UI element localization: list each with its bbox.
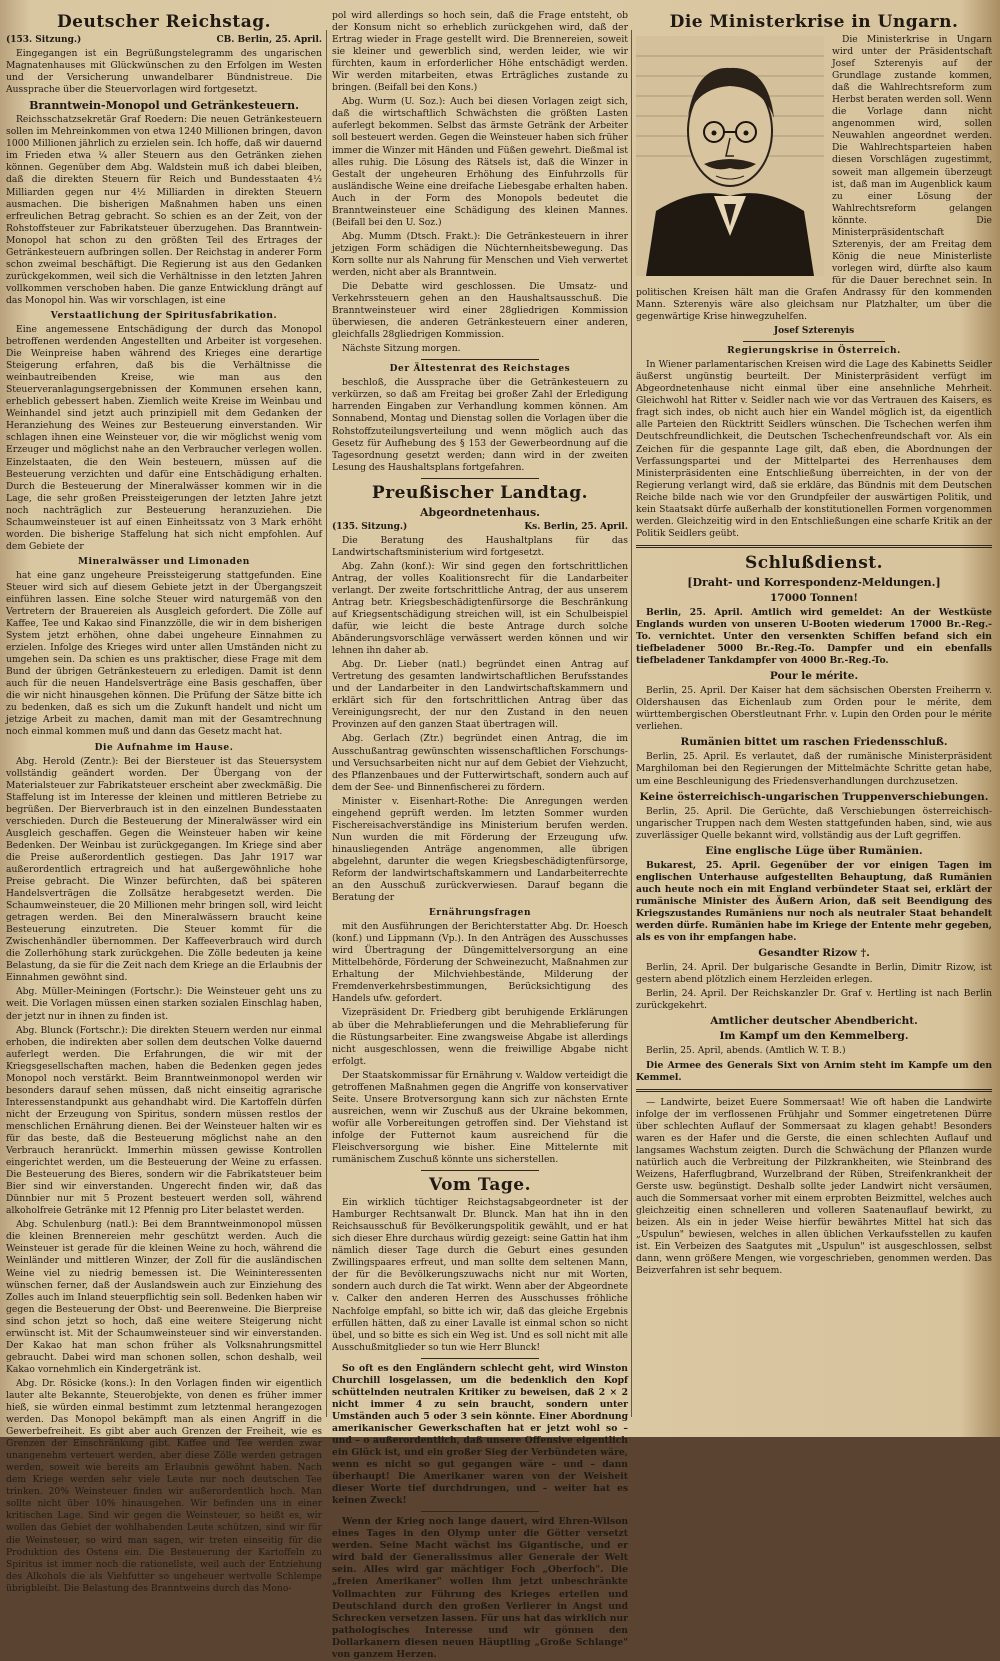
article-paragraph: Die Ministerkrise in Ungarn wird unter der Präsidentschaft Josef Szterenyis auf der Grundlage zustande kommen, daß die Wahlrechtsreform zum Herbst beraten werden soll. Wenn die Vorlage dann nicht angenommen wird, sollen Neuwahlen angeordnet werden. Die Wahlrechtsparteien haben diesen Vorschlägen zugestimmt, soweit man allgemein überzeugt ist, daß man im Augenblick kaum zu einer Lösung der Wahlrechtsreform gelangen könnte. Die Ministerpräsidentschaft Szterenyis, der am Freitag dem König die neue Ministerliste vorlegen wird, dürfte also kaum für die Dauer berechnet sein. In politischen Kreisen hält man die Grafen Andrassy für den kommenden Mann. Szterenyis wäre also gleichsam nur Platzhalter, um über die gegenwärtige Krise hinwegzuhelfen. xyxy=(636,34,992,323)
news-headline: Amtlicher deutscher Abendbericht. xyxy=(710,1015,918,1028)
article-paragraph: Minister v. Eisenhart-Rothe: Die Anregungen werden eingehend geprüft werden. Im letzten Sommer wurden Fischereisachverständige ins Ministerium berufen werden. Nun wurden die mit Förderung der Erzeugung ufw. hinausliegenden Anträge angenommen, alle übrigen abgelehnt, darunter die wegen Kriegsbeschädigtenfürsorge, Reform der landwirtschaftskammern und Landarbeiterrechte an den Ausschuß zurückverwiesen. Darauf begann die Beratung der xyxy=(332,795,628,904)
news-headline: Gesandter Rizow †. xyxy=(758,947,870,960)
separator xyxy=(743,341,885,342)
headline-landtag: Preußischer Landtag. xyxy=(371,482,589,503)
news-headline: 17000 Tonnen! xyxy=(770,591,858,604)
article-paragraph: Abg. Schulenburg (natl.): Bei dem Branntweinmonopol müssen die kleinen Brennereien mehr geschützt werden. Auch die Weinsteuer ist gerade für die kleinen Weine zu hoch, während die Weinländer und mittleren Winzer, der Zoll für die ausländischen Weine viel zu niedrig bemessen ist. Die Weininteressenten wünschen ferner, daß der Auslandswein auch zur Einziehung des Zolles auch im Inland steuerpflichtig sein soll. Bedenken haben wir gegen die Besteuerung der Obst- und Beerenweine. Die Bierpreise sind schon jetzt so hoch, daß eine weitere Steigerung nicht erwünscht ist. Mit der Schaumweinsteuer sind wir einverstanden. Der Kakao hat man schon früher als Volksnahrungsmittel gebraucht. Dabei wird man schonen sollen, schon deshalb, weil Kakao vornehmlich ein Kindergetränk ist. xyxy=(6,1219,322,1375)
column-rule-right xyxy=(631,30,632,1417)
article-paragraph: hat eine ganz ungeheure Preissteigerung stattgefunden. Eine Steuer wird sich auf diesem Gebiete jetzt in der Übergangszeit einführen lassen. Eine solche Steuer wird naturgemäß von den Vertretern der Brauereien als Ausgleich gefordert. Die Zölle auf Kaffee, Tee und Kakao sind Finanzzölle, die wir in dem bisherigen System jetzt erhöhen, ohne dabei ungeheure Einnahmen zu erzielen. Infolge des Krieges wird unter allen Umständen nicht zu umgehen sein. Da schien es uns praktischer, diese Frage mit dem Bund der übrigen Getränkesteuern zu erledigen. Damit ist denn auch für die neuen Handelsverträge eine Basis geschaffen, über die wir nicht hinausgehen können. Die Prüfung der Sätze bitte ich zu bedenken, daß es sich um die Zukunft handelt und nicht um jetzige Arbeit zu machen, damit man mit der Gesamtrechnung noch einmal kommen muß und dann das Gesetz macht hat. xyxy=(6,569,322,738)
article-paragraph: beschloß, die Aussprache über die Getränkesteuern zu verkürzen, so daß am Freitag bei großer Zahl der Erledigung harrenden Eingaben zur Verhandlung kommen können. Am Sonnabend, Montag und Dienstag sollen die Vorlagen über die Rohstoffzuteilungsverteilung und wenn möglich auch das Gesetz für Aufhebung des § 153 der Gewerbeordnung auf die Tagesordnung gesetzt werden; dann wird in der zweiten Lesung des Haushaltsplans fortgefahren. xyxy=(332,377,628,473)
section-heading: Abgeordnetenhaus. xyxy=(420,505,540,519)
headline-ministerkrise: Die Ministerkrise in Ungarn. xyxy=(669,12,959,32)
news-headline: Im Kampf um den Kemmelberg. xyxy=(719,1030,909,1043)
article-paragraph: Berlin, 25. April. Der Kaiser hat dem sächsischen Obersten Freiherrn v. Oldershausen das Eichenlaub zum Orden pour le mérite, dem württembergischen Oberstleutnant Frhr. v. Lupin den Orden pour le mérite verliehen. xyxy=(636,685,992,733)
column-right xyxy=(636,10,992,1427)
article-paragraph: Die Beratung des Haushaltplans für das Landwirtschaftsministerium wird fortgesetzt. xyxy=(332,534,628,558)
article-paragraph: Berlin, 25. April. Amtlich wird gemeldet: An der Westküste Englands wurden von unseren U-Booten wiederum 17000 Br.-Reg.-To. vernichtet. Unter den versenkten Schiffen befand sich ein tiefbeladener 5000 Br.-Reg.-To. Dampfer und ein ebenfalls tiefbeladener Tankdampfer von 4000 Br.-Reg.-To. xyxy=(636,606,992,667)
subheading: Die Aufnahme im Hause. xyxy=(94,742,234,753)
session-line xyxy=(6,34,322,46)
article-paragraph: Berlin, 25. April. Die Gerüchte, daß Verschiebungen österreichisch-ungarischer Truppen nach dem Westen stattgefunden haben, sind, wie aus zuverlässiger Quelle bekannt wird, vollständig aus der Luft gegriffen. xyxy=(636,805,992,841)
separator xyxy=(421,1358,539,1359)
article-paragraph: Eingegangen ist ein Begrüßungstelegramm des ungarischen Magnatenhauses mit Glückwünschen zu den Erfolgen im Westen und der Versicherung unwandelbarer Bündnistreue. Die Aussprache über die Steuervorlagen wird fortgesetzt. xyxy=(6,48,322,96)
article-paragraph: Die Armee des Generals Sixt von Arnim steht im Kampfe um den Kemmel. xyxy=(636,1059,992,1083)
article-paragraph: Berlin, 24. April. Der Reichskanzler Dr. Graf v. Hertling ist nach Berlin zurückgekehrt. xyxy=(636,988,992,1012)
article-paragraph: Berlin, 25. April. Es verlautet, daß der rumänische Ministerpräsident Marghiloman bei den Regierungen der Mittelmächte Schritte getan habe, um eine Beschleunigung des Friedensverhandlungen durchzusetzen. xyxy=(636,751,992,787)
separator xyxy=(421,1511,539,1512)
article-paragraph: Berlin, 24. April. Der bulgarische Gesandte in Berlin, Dimitr Rizow, ist gestern abend plötzlich einem Herzleiden erlegen. xyxy=(636,962,992,986)
article-paragraph: — Landwirte, beizet Euere Sommersaat! Wie oft haben die Landwirte infolge der im verflossenen Frühjahr und Sommer eingetretenen Dürre über schlechten Auflauf der Sommersaat zu klagen gehabt! Besonders waren es der Hafer und die Gerste, die einen schlechten Auflauf und langsames Wachstum zeigten. Durch die Schwächung der Pflanzen wurde natürlich auch die Verbreitung der Pilzkrankheiten, wie Steinbrand des Weizens, Haferflugbrand, Wurzelbrand der Rüben, Streifenkrankheit der Gerste usw. begünstigt. Deshalb sollte jeder Landwirt nicht versäumen, auch die Sommersaat vorher mit einem erprobten Beizmittel, welches auch gleichzeitig einen schnelleren und volleren Saatenauflauf bewirkt, zu beizen. Als ein in jeder Weise hierfür bewährtes Mittel hat sich das „Uspulun" bewiesen, welches in allen üblichen Verkaufsstellen zu kaufen ist. Ein Verbeizen des Saatgutes mit „Uspulun" ist ausgeschlossen, selbst dann, wenn größere Mengen, wie vorgeschrieben, genommen werden. Das Beizverfahren ist sehr bequem. xyxy=(636,1096,992,1277)
news-headline: Pour le mérite. xyxy=(769,670,859,683)
article-paragraph: Eine angemessene Entschädigung der durch das Monopol betroffenen werdenden Angestellten und Arbeiter ist vorgesehen. Die Weinpreise haben während des Krieges eine derartige Steigerung erfahren, daß bis die Verhältnisse die weinbautreibenden Kreise, wie man aus den Steuerveranlagungsergebnissen der Kommunen ersehen kann, erheblich gebessert haben. Ziemlich weite Kreise im Weinbau und Weinhandel sind jetzt auch prinzipiell mit dem Gedanken der Heranziehung des Weines zur Besteuerung einverstanden. Wir schlagen ihnen eine Weinsteuer vor, die wir möglichst wenig vom Erzeuger und möglichst nahe an den Verbraucher verlegen wollen. Einzelstaaten, die den Wein besteuern, müssen auf die Besteuerung verzichten und dafür eine Entschädigung erhalten. Durch die Besteuerung der Mineralwässer kommen wir in die Lage, die sehr großen Preissteigerungen der letzten Jahre jetzt noch nachträglich zur Besteuerung heranzuziehen. Die Schaumweinsteuer ist auf einen Einheitssatz von 3 Mark erhöht worden. Die bisherige Staffelung hat sich nicht empfohlen. Auf dem Gebiete der xyxy=(6,323,322,552)
subheading: Ernährungsfragen xyxy=(428,908,532,919)
headline-vom-tage: Vom Tage. xyxy=(428,1175,532,1196)
section-heading: Branntwein-Monopol und Getränkesteuern. xyxy=(29,99,299,113)
session-line xyxy=(332,521,628,533)
portrait-svg xyxy=(636,36,824,276)
article-paragraph: Ein wirklich tüchtiger Reichstagsabgeordneter ist der Hamburger Rechtsanwalt Dr. Blunck. Man hat ihn in den Reichsausschuß für Bevölkerungspolitik gewählt, und er hat sich dieser Ehre durchaus würdig gezeigt: seine Gattin hat ihm nämlich dieser Tage durch die Geburt eines gesunden Zwillingspaares erfreut, und man sollte dem seltenen Mann, der für die Bevölkerungszuwachs nicht nur mit Worten, sondern auch durch die Tat wirkt. Wenn aber der Abgeordnete v. Calker den anderen Herren des Ausschusses fröhliche Nachfolge empfahl, so bitte ich wir, daß das gleiche Ergebnis erfüllen hätten, daß zu einer Lavalle ist einmal schon so nicht übel, und so bitte es sich ein Weg ist. Und es soll nicht mit alle Ausschußmitglieder so tun wie Herr Blunck! xyxy=(332,1197,628,1353)
subheading: Regierungskrise in Österreich. xyxy=(727,346,901,357)
separator xyxy=(421,359,539,360)
article-paragraph: In Wiener parlamentarischen Kreisen wird die Lage des Kabinetts Seidler äußerst ungünstig beurteilt. Der Ministerpräsident verfügt im Abgeordnetenhause nicht einmal über eine ansehnliche Mehrheit. Gleichwohl hat Ritter v. Seidler nach wie vor das Vertrauen des Kaisers, es fragt sich indes, ob nicht auch hier ein Wandel möglich ist, da eigentlich alle Parteien den Rücktritt Seidlers wünschen. Die Tschechen werfen ihm Deutschfreundlichkeit, die Deutschen Tschechenfreundschaft vor. Als ein Zeichen für die gespannte Lage gilt, daß eben, die Abordnungen der Verfassungspartei und der Mittelpartei des Herrenhauses dem Ministerpräsidenten eine Entschließung überreichten, in der von der Regierung verlangt wird, daß sie erkläre, das Bündnis mit dem Deutschen Reiche bilde nach wie vor den Grundpfeiler der auswärtigen Politik, und kein Staatsakt dürfe außerhalb der konstitutionellen Formen vorgenommen werden. Gleichzeitig wird in den Entschließungen eine scharfe Kritik an der Politik Seidlers geübt. xyxy=(636,359,992,539)
portrait-caption: Josef Szterenyis xyxy=(773,326,855,337)
article-paragraph: Vizepräsident Dr. Friedberg gibt beruhigende Erklärungen ab über die Mehrablieferungen und die Mehrablieferung für die Rüstungsarbeiter. Eine zwangsweise Abgabe ist allerdings nicht ausgeschlossen, wenn die freiwillige Abgabe nicht erfolgt. xyxy=(332,1007,628,1067)
article-paragraph: mit den Ausführungen der Berichterstatter Abg. Dr. Hoesch (konf.) und Lippmann (Vp.). In den Anträgen des Ausschusses wird Übertragung der Düngemittelversorgung an eine Mittelbehörde, Förderung der Schweinezucht, Maßnahmen zur Erhaltung der Milchviehbestände, Milderung der Fremdenverkehrsbestimmungen, Berücksichtigung des Handels ufw. gefordert. xyxy=(332,921,628,1005)
article-paragraph: Reichsschatzsekretär Graf Roedern: Die neuen Getränkesteuern sollen im Mehreinkommen von etwa 1240 Millionen bringen, davon 1000 Millionen jährlich zu erzielen sein. Ich hoffe, daß wir dauernd im Frieden etwa ¼ aller Steuern aus den Getränken ziehen können. Gegenüber dem Abg. Waldstein muß ich dabei bleiben, daß die direkten Steuern für Reich und Bundesstaaten 4½ Milliarden gegen nur 4½ Milliarden in direkten Steuern ausmachen. Die bisherigen Maßnahmen haben uns einen erfreulichen Betrag gebracht. So schien es an der Zeit, von der Rohstoffsteuer zur Fabrikatsteuer überzugehen. Das Branntwein-Monopol hat schon zu den größten Teil des Ertrages der Getränkesteuern aufbringen sollen. Der Reichstag in anderer Form schon zweimal beschäftigt. Die Regierung ist aus den Gedanken zurückgekommen, weil sich die Verhältnisse in den letzten Jahren vollkommen verschoben haben. Die ganze Entwicklung drängt auf das Monopol hin. Was wir vorschlagen, ist eine xyxy=(6,114,322,306)
subheading: Der Ältestenrat des Reichstages xyxy=(389,364,571,375)
column-rule-left xyxy=(326,30,327,1417)
article-paragraph: Bukarest, 25. April. Gegenüber der vor einigen Tagen im englischen Unterhause aufgestellten Behauptung, daß Rumänien auch heute noch ein mit England verbündeter Staat sei, erklärt der rumänische Minister des Äußern Arion, daß seit Beendigung des Kriegszustandes Rumäniens nur noch als neutraler Staat behandelt werden dürfe. Rumänien habe im Kriege der Entente mehr gegeben, als es von ihr empfangen habe. xyxy=(636,859,992,944)
column-reichstag xyxy=(6,10,322,1594)
column-middle xyxy=(332,10,628,1660)
separator xyxy=(421,478,539,479)
article-paragraph: Abg. Gerlach (Ztr.) begründet einen Antrag, die im Ausschußantrag gewünschten wissenschaftlichen Forschungs- und Versuchsarbeiten nicht nur auf dem Gebiet der Viehzucht, des Pflanzenbaues und der Futterwirtschaft, sondern auch auf dem der See- und Binnenfischerei zu fördern. xyxy=(332,733,628,793)
section-heading: [Draht- und Korrespondenz-Meldungen.] xyxy=(687,575,941,589)
article-paragraph: Wenn der Krieg noch lange dauert, wird Ehren-Wilson eines Tages in den Olymp unter die Götter versetzt werden. Seine Macht wächst ins Gigantische, und er wird bald der Generalissimus aller Generale der Welt sein. Alles wird gar mächtiger Foch „Oberfoch". Die „freien Amerikaner" wollen ihm jetzt unbeschränkte Vollmachten zur Führung des Krieges erteilen und Deutschland durch den großen Verlierer in Angst und Schrecken versetzen lassen. Für uns hat das wirklich nur pathologisches Interesse und wir gönnen den Dollarkanern diesen neuen Häuptling „Große Schlange" von ganzem Herzen. xyxy=(332,1516,628,1660)
article-paragraph: So oft es den Engländern schlecht geht, wird Winston Churchill losgelassen, um die bedenklich den Kopf schüttelnden neutralen Kritiker zu beweisen, daß 2 × 2 nicht immer 4 zu sein braucht, sondern unter Umständen auch 5 oder 3 sein könnte. Einer Abordnung amerikanischer Gewerkschaften hat er jetzt wohl so – und – o außerordentlich, daß unsere Offensive eigentlich ein Glück ist, und ein großer Sieg der Verbündeten wäre, wenn es nicht so gut gegangen wäre – und – dann überhaupt! Die Amerikaner waren von der Weisheit dieser Worte tief durchdrungen, und – weiter hat es keinen Zweck! xyxy=(332,1362,628,1507)
portrait-illustration xyxy=(636,36,824,276)
double-separator xyxy=(636,545,992,548)
session-number: (153. Sitzung.) xyxy=(6,35,82,45)
news-headline: Keine österreichisch-ungarischen Truppenverschiebungen. xyxy=(639,790,989,803)
next-session: Nächste Sitzung morgen. xyxy=(342,343,461,355)
headline-reichstag: Deutscher Reichstag. xyxy=(56,12,272,32)
article-paragraph: Der Staatskommissar für Ernährung v. Waldow verteidigt die getroffenen Maßnahmen gegen die Angriffe von konservativer Seite. Unsere Brotversorgung kann sich zur nächsten Ernte ausreichen, wenn wir Zuschuß aus der Ukraine bekommen, wofür alle Vorbereitungen getroffen sind. Der Viehstand ist infolge der Futternot kaum ausreichend für die Fleischversorgung wie bisher. Eine Mittelernte mit rumänischem Zuschuß könnte uns sicherstellen. xyxy=(332,1069,628,1166)
article-paragraph: Abg. Dr. Lieber (natl.) begründet einen Antrag auf Vertretung des gesamten landwirtschaftlichen Berufsstandes und der Landarbeiter in den Landwirtschaftskammern und erklärt sich für den fortschrittlichen Antrag über das Vereinigungsrecht, der nur den Zustand in den neuen Provinzen auf den ganzen Staat übertragen will. xyxy=(332,659,628,731)
separator xyxy=(421,1170,539,1171)
article-paragraph: Abg. Wurm (U. Soz.): Auch bei diesen Vorlagen zeigt sich, daß die wirtschaftlich Schwächsten die größten Lasten auferlegt bekommen. Selbst das ärmste Getränk der Arbeiter soll besteuert werden. Gegen die Weinsteuer haben sich früher immer die Winzer mit Händen und Füßen gewehrt. Dießmal ist alles ruhig. Die Lösung des Rätsels ist, daß die Winzer in Gestalt der ungeheuren Erhöhung des Einfuhrzolls für ausländische Weine eine dreifache Liebesgabe erhalten haben. Auch in der Form des Monopols bedeutet die Branntweinsteuer eine Schädigung des kleinen Mannes. (Beifall bei den U. Soz.) xyxy=(332,96,628,228)
article-paragraph: Abg. Dr. Rösicke (kons.): In den Vorlagen finden wir eigentlich lauter alte Bekannte, Steuerobjekte, von denen es früher immer hieß, sie würden einmal bestimmt zum letztenmal herangezogen werden. Das Monopol bekämpft man als einen Angriff in die Gewerbefreiheit. Es gibt aber auch Grenzen der Freiheit, wie es Grenzen der Einschränkung gibt. Kaffee und Tee werden zwar unangenehm verteuert werden, aber diese Zölle werden getragen werden, soweit wie bereits am Erlaubnis gewöhnt haben. Nach dem Kriege werden sehr viele Leute nur noch deutschen Tee trinken. 20% Weinsteuer finden wir außerordentlich hoch. Man sollte nicht über 10% hinausgehen. Wir befinden uns in einer kritischen Lage. Sind wir gegen die Weinsteuer, so heißt es, wir wollen das Gebiet der wohlhabenden Leute schützen, sind wir für die Weinsteuer, so wird man sagen, wir treten einseitig für die Produktion des Ostens ein. Die Besteuerung der Kartoffeln zu Spiritus ist immer noch die rationellste, weil auch der Entziehung des Alkohols die als Viehfutter so ungeheuer wertvolle Schlempe übrigbleibt. Die Belastung des Branntweins durch das Mono- xyxy=(6,1377,322,1594)
headline-schlussdienst: Schlußdienst. xyxy=(744,552,884,573)
article-paragraph: Abg. Zahn (konf.): Wir sind gegen den fortschrittlichen Antrag, der volles Koalitionsrecht für die Landarbeiter verlangt. Der zweite fortschrittliche Antrag, der aus unserem Antrag betr. Kriegsbeschädigtenfürsorge die Beschränkung auf Kriegsentschädigung streichen will, ist ein Schulbeispiel dafür, wie leicht die beste Antrage durch solche Abänderungsvorschläge verwässert werden können und wir lehnen ihn daher ab. xyxy=(332,560,628,657)
article-paragraph: Berlin, 25. April, abends. (Amtlich W. T. B.) xyxy=(646,1045,846,1057)
subheading: Verstaatlichung der Spiritusfabrikation. xyxy=(50,310,278,321)
article-paragraph: Abg. Herold (Zentr.): Bei der Biersteuer ist das Steuersystem vollständig geändert worden. Der Übergang von der Materialsteuer zur Fabrikatsteuer erscheint aber zweckmäßig. Die Staffelung ist im Interesse der kleinen und mittleren Betriebe zu begrüßen. Der Bierverbrauch ist in den einzelnen Bundesstaaten verschieden. Durch die Besteuerung der Mineralwässer wird ein Ausgleich geschaffen. Gegen die Weinsteuer haben wir keine Bedenken. Der Weinbau ist zurückgegangen. Im Kriege sind aber die Preise außerordentlich gestiegen. Das Jahr 1917 war außerordentlich ertragreich und hat außergewöhnliche hohe Preise gebracht. Die Winzer befürchten, daß bei späteren Handelsverträgen die Zollsätze herabgesetzt werden. Die Schaumweinsteuer, die 20 Millionen mehr bringen soll, wird leicht getragen werden. Bei den Mineralwässern braucht keine Besteuerung einzutreten. Die Steuer kommt für die Zwischenhändler übernommen. Der Kaffeeverbrauch wird durch die Zollerhöhung stark zurückgehen. Die Zölle bedeuten ja keine Belastung, da sie für die Zeit nach dem Kriege an die Erlaubnis der Einnahmen gewöhnt sind. xyxy=(6,755,322,984)
session-number: (135. Sitzung.) xyxy=(332,521,408,532)
article-paragraph: pol wird allerdings so hoch sein, daß die Frage entsteht, ob der Konsum nicht so erheblich zurückgehen wird, daß der Ertrag wieder in Frage gestellt wird. Die Brennereien, soweit sie kleiner und gewerblich sind, werden leider, wie wir fürchten, kaum in erforderlicher Höhe entschädigt werden. Wir werden mitarbeiten, etwas Erträgliches zustande zu bringen. (Beifall bei den Kons.) xyxy=(332,10,628,94)
article-paragraph: Die Debatte wird geschlossen. Die Umsatz- und Verkehrssteuern gehen an den Haushaltsausschuß. Die Branntweinsteuer wird einer 28gliedrigen Kommission überwiesen, die anderen Getränkesteuern einer anderen, gleichfalls 28gliedrigen Kommission. xyxy=(332,281,628,341)
article-paragraph: Abg. Mumm (Dtsch. Frakt.): Die Getränkesteuern in ihrer jetzigen Form schädigen die Nüchternheitsbewegung. Das Korn sollte nur als Nahrung für Menschen und Vieh verwertet werden, nicht aber als Branntwein. xyxy=(332,230,628,278)
dateline: Ks. Berlin, 25. April. xyxy=(524,521,628,532)
double-separator xyxy=(636,1089,992,1092)
dateline: CB. Berlin, 25. April. xyxy=(216,35,322,45)
subheading: Mineralwässer und Limonaden xyxy=(78,556,250,567)
news-headline: Eine englische Lüge über Rumänien. xyxy=(705,844,923,857)
article-paragraph: Abg. Müller-Meiningen (Fortschr.): Die Weinsteuer geht uns zu weit. Die Vorlagen müssen einen starken sozialen Einschlag haben, der jetzt nur in ihnen zu finden ist. xyxy=(6,986,322,1022)
news-headline: Rumänien bittet um raschen Friedensschluß. xyxy=(680,736,948,749)
article-paragraph: Abg. Blunck (Fortschr.): Die direkten Steuern werden nur einmal erhoben, die indirekten aber sollen dem deutschen Volke dauernd auferlegt werden. Die Erfahrungen, die wir mit der Kriegsgesellschaften machen, haben die Bedenken gegen jedes Monopol noch verstärkt. Beim Branntweinmonopol werden wir besonders darauf sehen müssen, daß nicht einseitig agrarische Interessenstandpunkt aus gehandhabt wird. Die Kartoffeln dürfen nicht der Erzeugung von Spiritus, sondern müssen restlos der menschlichen Ernährung dienen. Bei der Weinsteuer halten wir es für das beste, daß die Besteuerung möglichst nahe an den Verbrauch heranrückt. Immerhin müssen gewisse Kontrollen eingerichtet werden, um die Besteuerung der Weine zu erfassen. Die Besteuerung des Bieres, sondern wir die Fabrikatsteuer beim Bier sind wir einverstanden. Ungerecht finden wir, daß das Dünnbier nur mit 5 Prozent besteuert werden soll, während alkoholfreie Getränke mit 12 Pfennig pro Liter belastet werden. xyxy=(6,1024,322,1217)
